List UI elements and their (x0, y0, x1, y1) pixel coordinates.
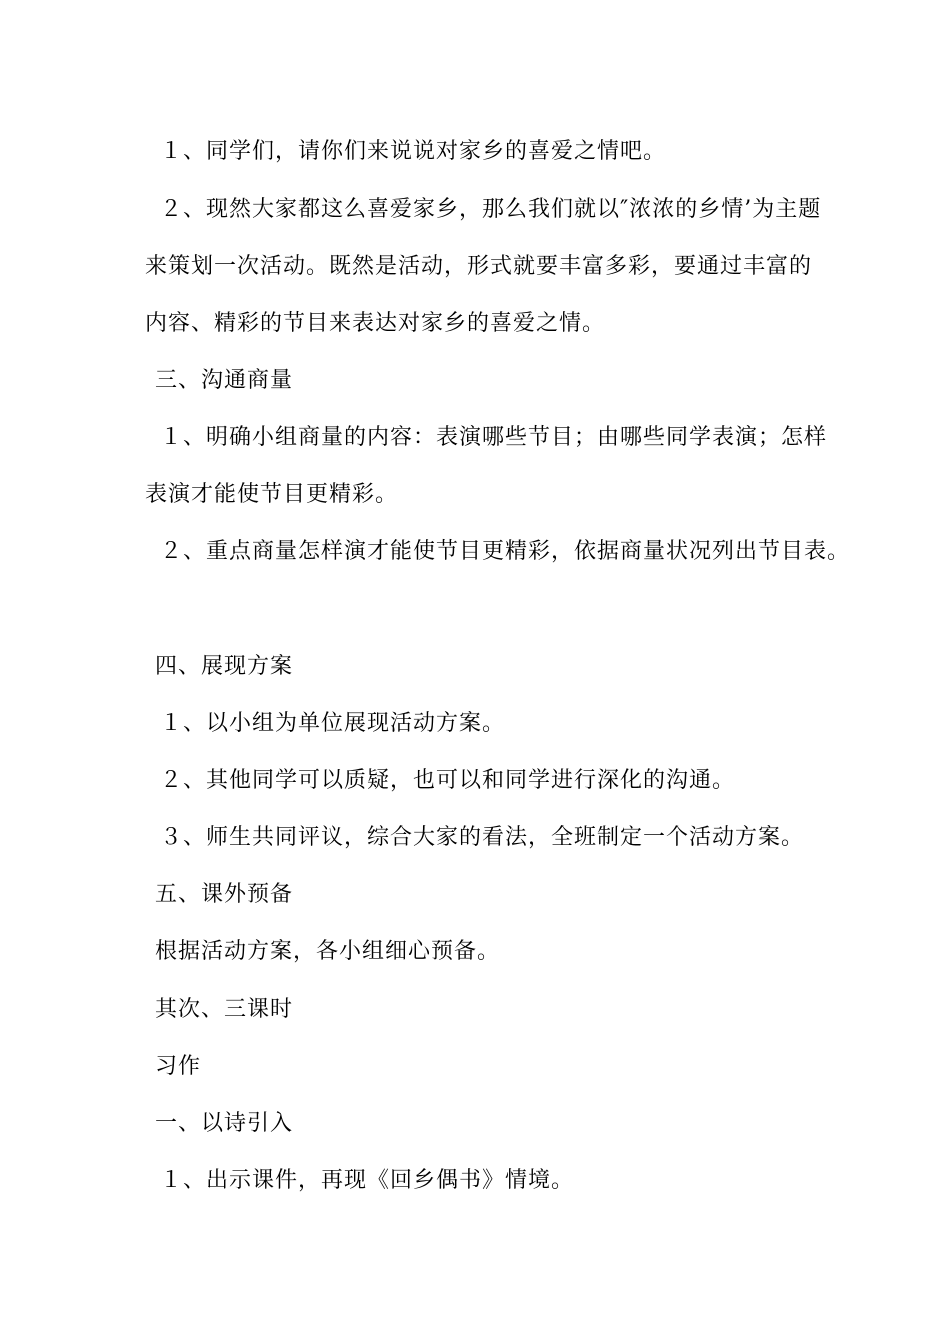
section-heading: 习作 (155, 1054, 202, 1079)
paragraph-line: １、同学们，请你们来说说对家乡的喜爱之情吧。 (160, 139, 667, 164)
paragraph-line: ２、重点商量怎样演才能使节目更精彩，依据商量状况列出节目表。 (160, 539, 851, 564)
section-heading: 三、沟通商量 (155, 368, 294, 393)
section-heading: 五、课外预备 (155, 882, 294, 907)
paragraph-line: 来策划一次活动。既然是活动，形式就要丰富多彩，要通过丰富的 (145, 254, 813, 279)
paragraph-line: 根据活动方案，各小组细心预备。 (155, 939, 501, 964)
paragraph-line: 表演才能使节目更精彩。 (145, 482, 399, 507)
paragraph-line: ３、师生共同评议，综合大家的看法，全班制定一个活动方案。 (160, 825, 805, 850)
paragraph-line: 内容、精彩的节目来表达对家乡的喜爱之情。 (145, 311, 606, 336)
paragraph-line: １、以小组为单位展现活动方案。 (160, 711, 506, 736)
section-heading: 四、展现方案 (155, 654, 294, 679)
section-heading: 一、以诗引入 (155, 1111, 294, 1136)
section-heading: 其次、三课时 (155, 997, 294, 1022)
paragraph-line: ２、其他同学可以质疑，也可以和同学进行深化的沟通。 (160, 768, 736, 793)
paragraph-line: １、明确小组商量的内容：表演哪些节目；由哪些同学表演；怎样 (160, 425, 828, 450)
paragraph-line: １、出示课件，再现《回乡偶书》情境。 (160, 1168, 575, 1193)
paragraph-line: ２、现然大家都这么喜爱家乡，那么我们就以″浓浓的乡情’为主题 (160, 197, 822, 222)
